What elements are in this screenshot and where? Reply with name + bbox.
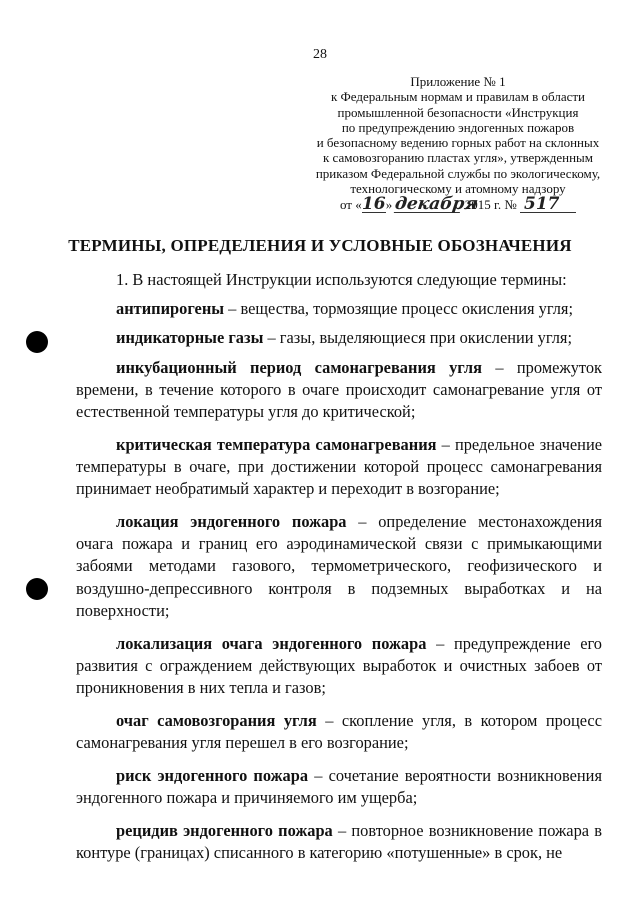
appendix-line: приказом Федеральной службы по экологическому,: [315, 165, 601, 181]
term-definition: – промежуток времени, в течение которого в очаге происходит самонагревание угля от естественной температуры угля до критической;: [76, 357, 602, 422]
appendix-line: к Федеральным нормам и правилам в области: [330, 89, 586, 105]
binder-hole-dot: [26, 578, 48, 600]
term-paragraph: [76, 820, 602, 864]
date-prefix: от «: [339, 197, 362, 213]
term-paragraph: [76, 357, 602, 424]
appendix-line: к самовозгоранию пластах угля», утвержденным: [322, 150, 594, 166]
terms-body: [76, 269, 602, 875]
term-definition: – газы, выделяющиеся при окислении угля;: [263, 328, 573, 348]
term-name: локализация очага эндогенного пожара: [116, 633, 427, 653]
appendix-line: технологическому и атомному надзору: [350, 181, 566, 197]
appendix-line: по предупреждению эндогенных пожаров: [341, 119, 575, 135]
term-definition: – повторное возникновение пожара в контуре (границах) списанного в категорию «потушенные» в срок, не: [76, 820, 603, 863]
term-name: рецидив эндогенного пожара: [116, 820, 333, 840]
binder-hole-dot: [26, 331, 48, 353]
appendix-line: и безопасному ведению горных работ на склонных: [316, 135, 600, 151]
section-heading: ТЕРМИНЫ, ОПРЕДЕЛЕНИЯ И УСЛОВНЫЕ ОБОЗНАЧЕНИЯ: [68, 236, 572, 255]
term-name: индикаторные газы: [116, 328, 264, 348]
order-date-line: [300, 196, 616, 213]
appendix-line: Приложение № 1: [410, 74, 506, 89]
term-definition: – предельное значение температуры в очаге, при достижении которой процесс самонагревания принимает необратимый характер и переходит в возгорание;: [76, 434, 602, 499]
handwritten-order-number: 517: [520, 196, 576, 213]
term-paragraph: [76, 633, 602, 700]
term-paragraph: [76, 434, 602, 501]
appendix-line: промышленной безопасности «Инструкция: [337, 104, 579, 120]
term-definition: – определение местонахождения очага пожара и границ его аэродинамической связи с примыкающими забоями методами газового, термометрического, геофизического и воздушно-депрессивного контроля в подземных выработках и на поверхности;: [76, 512, 602, 620]
term-definition: – сочетание вероятности возникновения эндогенного пожара и причиняемого им ущерба;: [76, 765, 602, 808]
term-name: локация эндогенного пожара: [116, 512, 347, 532]
term-name: очаг самовозгорания угля: [116, 710, 317, 730]
term-definition: – предупреждение его развития с ограждением действующих выработок и очистных забоев от проникновения в них тепла и газов;: [76, 633, 602, 698]
term-paragraph: [76, 765, 602, 809]
appendix-header: [300, 74, 616, 213]
date-close: »: [385, 197, 393, 213]
term-paragraph: [76, 298, 602, 320]
page-number: 28: [313, 47, 327, 62]
term-paragraph: [76, 511, 602, 622]
date-year: 2015 г. №: [464, 197, 517, 213]
term-paragraph: [76, 327, 602, 349]
term-name: антипирогены: [116, 299, 225, 319]
term-definition: – вещества, тормозящие процесс окисления угля;: [224, 299, 574, 319]
term-name: инкубационный период самонагревания угля: [116, 357, 482, 377]
term-name: критическая температура самонагревания: [116, 434, 437, 454]
handwritten-month: декабря: [394, 194, 480, 215]
term-definition: – скопление угля, в котором процесс самонагревания угля перешел в его возгорание;: [76, 710, 602, 753]
term-name: риск эндогенного пожара: [116, 765, 309, 785]
intro-paragraph: 1. В настоящей Инструкции используются следующие термины:: [116, 270, 567, 289]
handwritten-day: 16: [361, 194, 386, 215]
term-paragraph: [76, 710, 602, 754]
